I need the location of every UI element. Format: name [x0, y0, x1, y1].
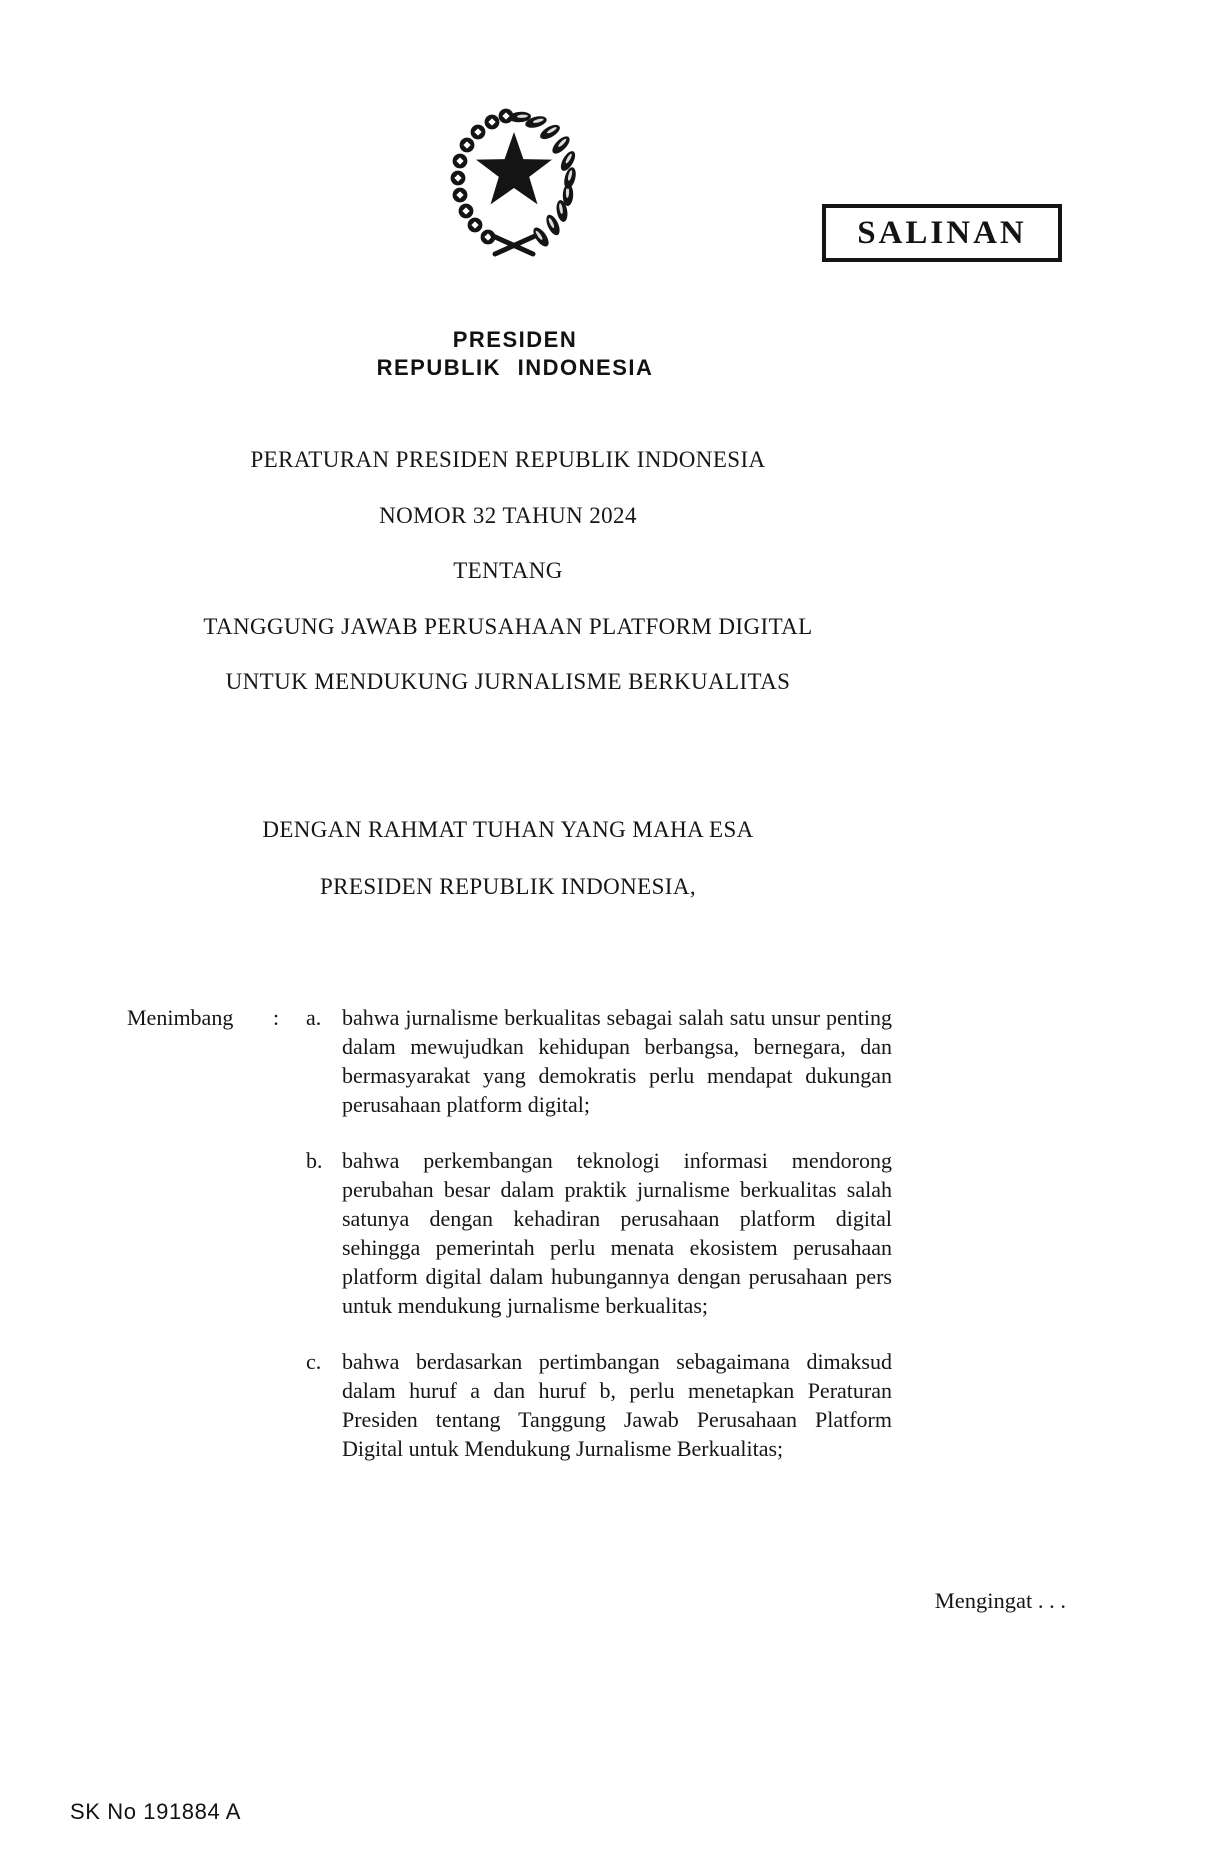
letterhead-republik-indonesia: REPUBLIK INDONESIA	[376, 355, 654, 380]
salinan-stamp-label: SALINAN	[857, 214, 1027, 251]
item-marker: b.	[306, 1148, 323, 1173]
menimbang-section	[127, 1003, 892, 1463]
menimbang-item-a	[306, 1003, 892, 1119]
item-marker: c.	[306, 1349, 322, 1374]
item-text: bahwa jurnalisme berkualitas sebagai salah satu unsur penting dalam mewujudkan kehidupan berbangsa, bernegara, dan bermasyarakat yang demokratis perlu mendapat dukungan perusahaan platform digital;	[342, 1005, 892, 1117]
menimbang-items	[306, 1003, 892, 1463]
catchword-mengingat: Mengingat . . .	[934, 1588, 1066, 1613]
garuda-star-wreath-icon	[440, 104, 588, 262]
title-number-year: NOMOR 32 TAHUN 2024	[379, 502, 637, 528]
invocation-line: DENGAN RAHMAT TUHAN YANG MAHA ESA	[262, 817, 754, 842]
menimbang-label: Menimbang	[127, 1005, 234, 1030]
presidential-emblem	[440, 104, 588, 262]
preamble	[0, 818, 1016, 898]
title-tentang: TENTANG	[453, 558, 563, 583]
title-subject-line2: UNTUK MENDUKUNG JURNALISME BERKUALITAS	[225, 669, 791, 694]
letterhead-presiden: PRESIDEN	[452, 327, 578, 352]
title-subject-line1: TANGGUNG JAWAB PERUSAHAAN PLATFORM DIGITAL	[203, 613, 813, 639]
title-regulation: PERATURAN PRESIDEN REPUBLIK INDONESIA	[250, 447, 766, 472]
star-icon	[476, 132, 552, 204]
item-text: bahwa berdasarkan pertimbangan sebagaimana dimaksud dalam huruf a dan huruf b, perlu menetapkan Peraturan Presiden tentang Tanggung Jawab Perusahaan Platform Digital untuk Mendukung Jurnalisme Berkualitas;	[342, 1349, 892, 1461]
letterhead	[0, 326, 1030, 383]
menimbang-colon: :	[273, 1005, 280, 1030]
menimbang-item-b	[306, 1146, 892, 1320]
item-marker: a.	[306, 1005, 322, 1030]
wreath-stems	[493, 236, 535, 254]
sk-number: SK No 191884 A	[70, 1799, 242, 1824]
document-title	[0, 448, 1016, 726]
authority-line: PRESIDEN REPUBLIK INDONESIA,	[319, 874, 696, 899]
menimbang-item-c	[306, 1347, 892, 1463]
item-text: bahwa perkembangan teknologi informasi mendorong perubahan besar dalam praktik jurnalisme berkualitas salah satunya dengan kehadiran perusahaan platform digital sehingga pemerintah perlu menata ekosistem perusahaan platform digital dalam hubungannya dengan perusahaan pers untuk mendukung jurnalisme berkualitas;	[342, 1148, 892, 1318]
salinan-stamp	[822, 204, 1062, 262]
